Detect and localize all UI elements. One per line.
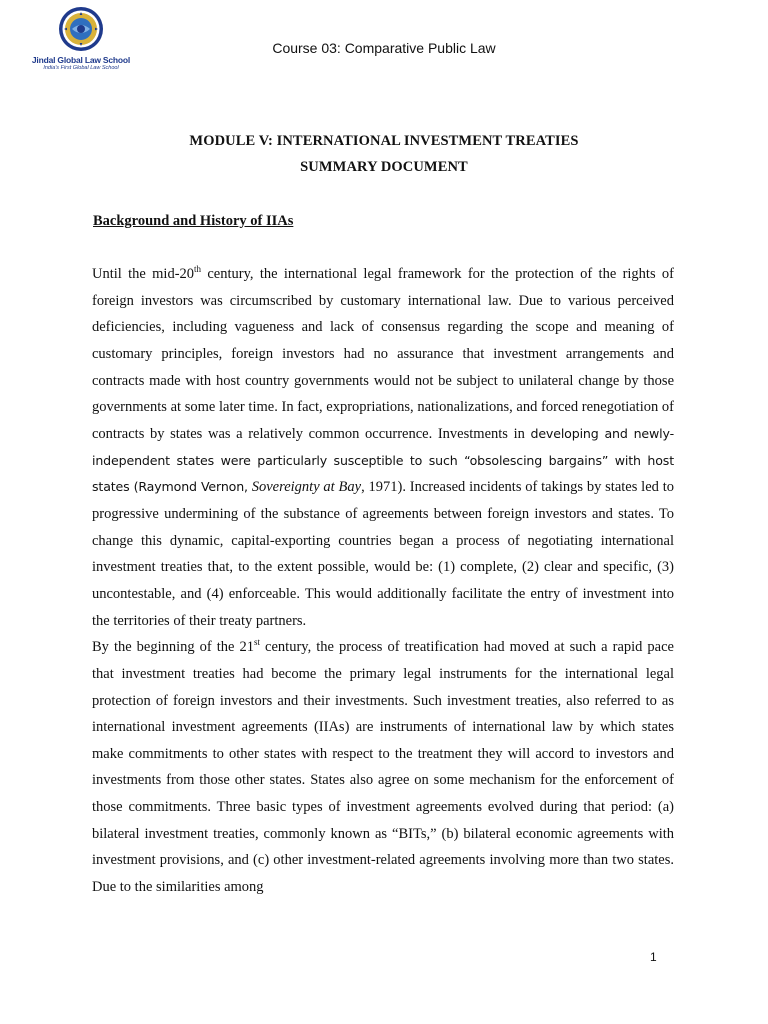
course-header: Course 03: Comparative Public Law bbox=[272, 40, 496, 56]
school-name: Jindal Global Law School bbox=[31, 55, 131, 65]
school-tagline: India's First Global Law School bbox=[43, 65, 119, 71]
school-logo bbox=[22, 6, 140, 72]
page-number: 1 bbox=[650, 950, 657, 964]
module-title: MODULE V: INTERNATIONAL INVESTMENT TREATIES bbox=[189, 133, 579, 149]
body-paragraph-2: By the beginning of the 21st century, the process of treatification had moved at such a rapid pace that investment treaties had become the primary legal instruments for the international legal protection of foreign investors and their investments. Such investment treaties, also referred to as international investment agreements (IIAs) are instruments of international law by which states make commitments to other states with respect to the treatment they will accord to investors and investments from those other states. States also agree on some mechanism for the enforcement of those commitments. Three basic types of investment agreements evolved during that period: (a) bilateral investment treaties, commonly known as “BITs,” (b) bilateral economic agreements with investment provisions, and (c) other investment-related agreements involving more than two states. Due to the similarities among bbox=[92, 637, 674, 896]
section-heading: Background and History of IIAs bbox=[93, 213, 294, 229]
document-subtitle: SUMMARY DOCUMENT bbox=[300, 159, 468, 175]
document-body bbox=[92, 261, 674, 901]
body-paragraph-1: Until the mid-20th century, the international legal framework for the protection of the rights of foreign investors was circumscribed by customary international law. Due to various perceived deficiencies, including vagueness and lack of consensus regarding the scope and meaning of customary principles, foreign investors had no assurance that investment arrangements and contracts made with host country governments would not be subject to unilateral change by those governments at some later time. In fact, expropriations, nationalizations, and forced renegotiation of contracts by states was a relatively common occurrence. Investments in developing and newly-independent states were particularly susceptible to such “obsolescing bargains” with host states (Raymond Vernon, Sovereignty at Bay, 1971). Increased incidents of takings by states led to progressive undermining of the substance of agreements between foreign investors and states. To change this dynamic, capital-exporting countries began a process of negotiating international investment treaties that, to the extent possible, would be: (1) complete, (2) clear and specific, (3) uncontestable, and (4) enforceable. This would additionally facilitate the entry of investment into the territories of their treaty partners. bbox=[92, 264, 674, 629]
